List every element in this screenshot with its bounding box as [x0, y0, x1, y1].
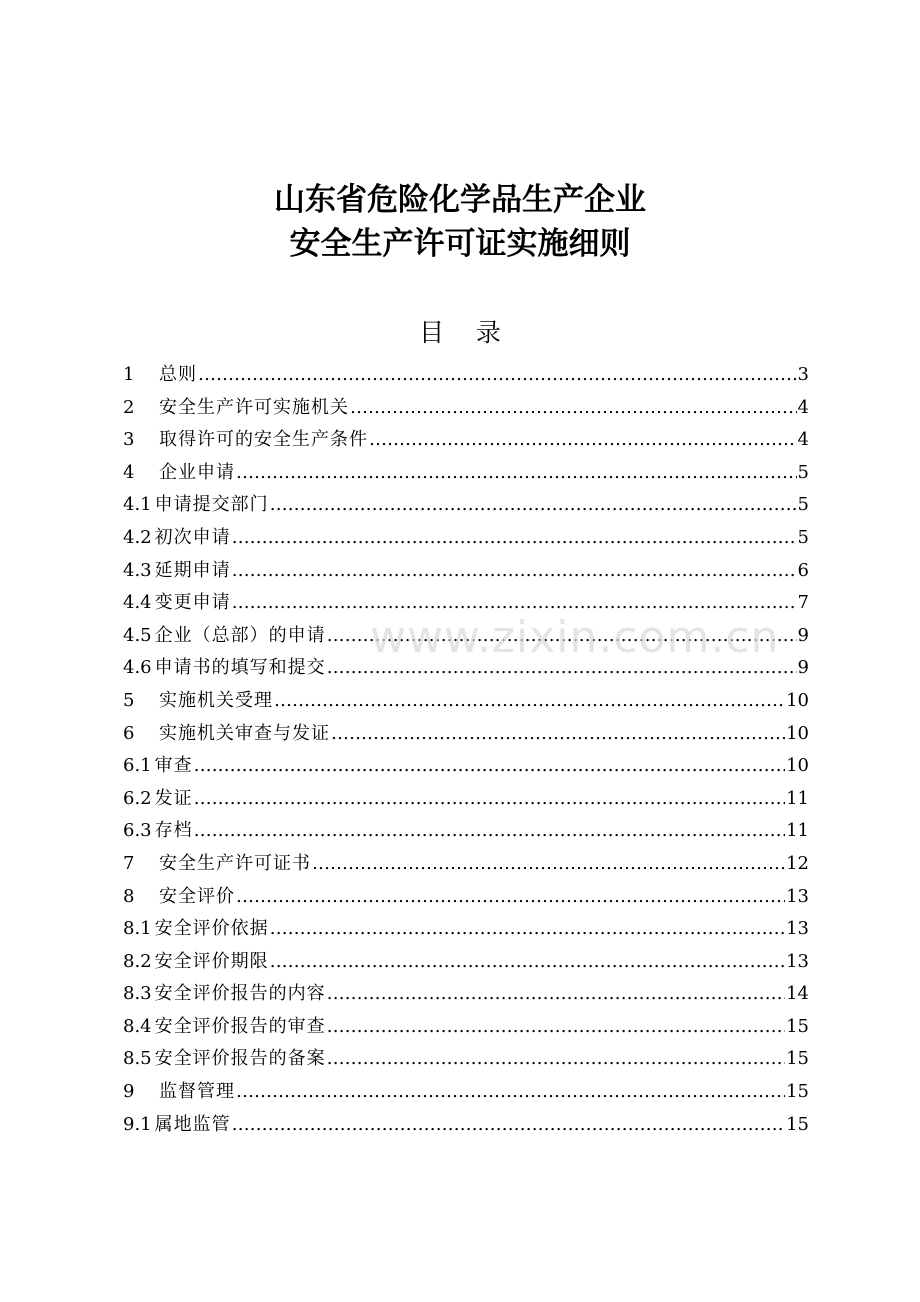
toc-entry[interactable]	[123, 881, 809, 914]
toc-entry-page-number: 5	[797, 526, 809, 548]
toc-dot-leader	[270, 946, 785, 979]
toc-dot-leader	[232, 522, 797, 555]
toc-entry-title: 实施机关审查与发证	[159, 722, 330, 744]
toc-entry[interactable]	[123, 1076, 809, 1109]
toc-entry-page-number: 5	[797, 494, 809, 516]
toc-entry-number: 6.1	[123, 755, 152, 777]
toc-dot-leader	[327, 1043, 785, 1076]
toc-entry-number: 3	[123, 429, 135, 451]
toc-heading: 目 录	[419, 318, 501, 347]
toc-entry-page-number: 9	[797, 657, 809, 679]
toc-entry[interactable]	[123, 685, 809, 718]
toc-entry-number: 5	[123, 689, 135, 711]
toc-entry[interactable]	[123, 522, 809, 555]
toc-entry-number: 8.3	[123, 983, 152, 1005]
toc-entry-title: 属地监管	[154, 1113, 231, 1135]
toc-entry[interactable]	[123, 946, 809, 979]
toc-entry-page-number: 3	[797, 364, 809, 385]
toc-entry-page-number: 12	[786, 852, 809, 874]
toc-entry-title: 监督管理	[159, 1081, 235, 1103]
toc-entry[interactable]	[123, 392, 809, 425]
toc-dot-leader	[236, 457, 797, 490]
toc-entry-title: 申请提交部门	[154, 494, 269, 516]
table-of-contents	[123, 359, 809, 1141]
toc-entry-page-number: 13	[786, 918, 809, 940]
toc-entry-page-number: 13	[786, 885, 809, 907]
toc-entry-page-number: 11	[786, 820, 809, 842]
toc-entry[interactable]	[123, 783, 809, 816]
toc-dot-leader	[232, 1109, 785, 1142]
toc-entry-number: 4.3	[123, 559, 152, 581]
toc-entry-number: 8.2	[123, 950, 152, 972]
toc-dot-leader	[327, 1011, 785, 1044]
toc-entry[interactable]	[123, 913, 809, 946]
toc-entry[interactable]	[123, 750, 809, 783]
toc-entry-number: 4.4	[123, 592, 152, 614]
toc-dot-leader	[327, 978, 785, 1011]
toc-entry-title: 申请书的填写和提交	[154, 657, 326, 679]
toc-entry-title: 初次申请	[154, 526, 231, 548]
toc-dot-leader	[327, 652, 797, 685]
toc-entry-number: 4.1	[123, 494, 152, 516]
toc-entry-title: 审查	[154, 755, 193, 777]
toc-entry-number: 4.2	[123, 526, 152, 548]
toc-entry-number: 4.5	[123, 624, 152, 646]
toc-entry-title: 安全评价依据	[154, 918, 269, 940]
toc-entry-page-number: 4	[797, 396, 809, 418]
toc-entry-page-number: 10	[786, 755, 809, 777]
toc-entry[interactable]	[123, 587, 809, 620]
toc-entry-number: 8.1	[123, 918, 152, 940]
toc-entry[interactable]	[123, 457, 809, 490]
toc-dot-leader	[331, 718, 785, 751]
toc-dot-leader	[194, 783, 785, 816]
toc-entry-number: 9	[123, 1081, 135, 1103]
toc-entry-title: 安全评价	[159, 885, 235, 907]
toc-entry-number: 2	[123, 396, 135, 418]
toc-entry-title: 安全评价报告的审查	[154, 1015, 326, 1037]
toc-entry[interactable]	[123, 1043, 809, 1076]
toc-entry-number: 8.5	[123, 1048, 152, 1070]
toc-entry-number: 1	[123, 364, 135, 385]
toc-entry-number: 4	[123, 461, 135, 483]
document-title-line2: 安全生产许可证实施细则	[289, 226, 631, 262]
toc-dot-leader	[194, 750, 785, 783]
toc-entry-title: 实施机关受理	[159, 689, 273, 711]
toc-entry-title: 延期申请	[154, 559, 231, 581]
toc-entry-page-number: 14	[786, 983, 809, 1005]
toc-entry[interactable]	[123, 555, 809, 588]
toc-dot-leader	[270, 489, 797, 522]
toc-dot-leader	[312, 848, 785, 881]
toc-entry-page-number: 13	[786, 950, 809, 972]
toc-entry-page-number: 10	[786, 722, 809, 744]
toc-entry[interactable]	[123, 718, 809, 751]
toc-dot-leader	[274, 685, 785, 718]
toc-entry-title: 安全评价报告的备案	[154, 1048, 326, 1070]
toc-dot-leader	[236, 1076, 785, 1109]
toc-dot-leader	[198, 359, 797, 392]
toc-entry-title: 企业（总部）的申请	[154, 624, 326, 646]
toc-entry[interactable]	[123, 815, 809, 848]
toc-entry-number: 4.6	[123, 657, 152, 679]
toc-entry[interactable]	[123, 848, 809, 881]
toc-dot-leader	[236, 881, 785, 914]
toc-entry-title: 安全生产许可实施机关	[159, 396, 349, 418]
watermark: www.zixin.com.cn	[370, 612, 780, 663]
toc-dot-leader	[369, 424, 797, 457]
toc-entry-page-number: 7	[797, 592, 809, 614]
toc-entry[interactable]	[123, 978, 809, 1011]
toc-dot-leader	[350, 392, 797, 425]
document-title-line1: 山东省危险化学品生产企业	[274, 182, 646, 218]
toc-entry-number: 7	[123, 852, 135, 874]
toc-entry-title: 取得许可的安全生产条件	[159, 429, 368, 451]
toc-dot-leader	[232, 555, 797, 588]
toc-entry[interactable]	[123, 359, 809, 392]
toc-entry-page-number: 15	[786, 1113, 809, 1135]
toc-entry-page-number: 6	[797, 559, 809, 581]
toc-entry-title: 变更申请	[154, 592, 231, 614]
toc-entry-page-number: 15	[786, 1081, 809, 1103]
toc-entry-title: 存档	[154, 820, 193, 842]
toc-entry-number: 8.4	[123, 1015, 152, 1037]
toc-dot-leader	[327, 620, 797, 653]
toc-dot-leader	[194, 815, 785, 848]
toc-entry[interactable]	[123, 1011, 809, 1044]
toc-entry[interactable]	[123, 424, 809, 457]
toc-dot-leader	[232, 587, 797, 620]
toc-entry-number: 8	[123, 885, 135, 907]
toc-entry-title: 总则	[159, 364, 197, 385]
toc-entry[interactable]	[123, 620, 809, 653]
toc-entry[interactable]	[123, 652, 809, 685]
toc-entry-page-number: 15	[786, 1015, 809, 1037]
toc-entry-page-number: 9	[797, 624, 809, 646]
toc-entry-number: 6.3	[123, 820, 152, 842]
toc-entry-number: 6.2	[123, 787, 152, 809]
toc-entry[interactable]	[123, 489, 809, 522]
toc-entry-number: 6	[123, 722, 135, 744]
toc-entry-title: 发证	[154, 787, 193, 809]
toc-entry[interactable]	[123, 1109, 809, 1142]
toc-entry-page-number: 5	[797, 461, 809, 483]
toc-entry-title: 安全评价期限	[154, 950, 269, 972]
toc-entry-page-number: 4	[797, 429, 809, 451]
toc-entry-title: 安全评价报告的内容	[154, 983, 326, 1005]
toc-entry-title: 企业申请	[159, 461, 235, 483]
toc-entry-page-number: 10	[786, 689, 809, 711]
toc-entry-page-number: 15	[786, 1048, 809, 1070]
toc-entry-page-number: 11	[786, 787, 809, 809]
toc-entry-title: 安全生产许可证书	[159, 852, 311, 874]
toc-dot-leader	[270, 913, 785, 946]
toc-entry-number: 9.1	[123, 1113, 152, 1135]
